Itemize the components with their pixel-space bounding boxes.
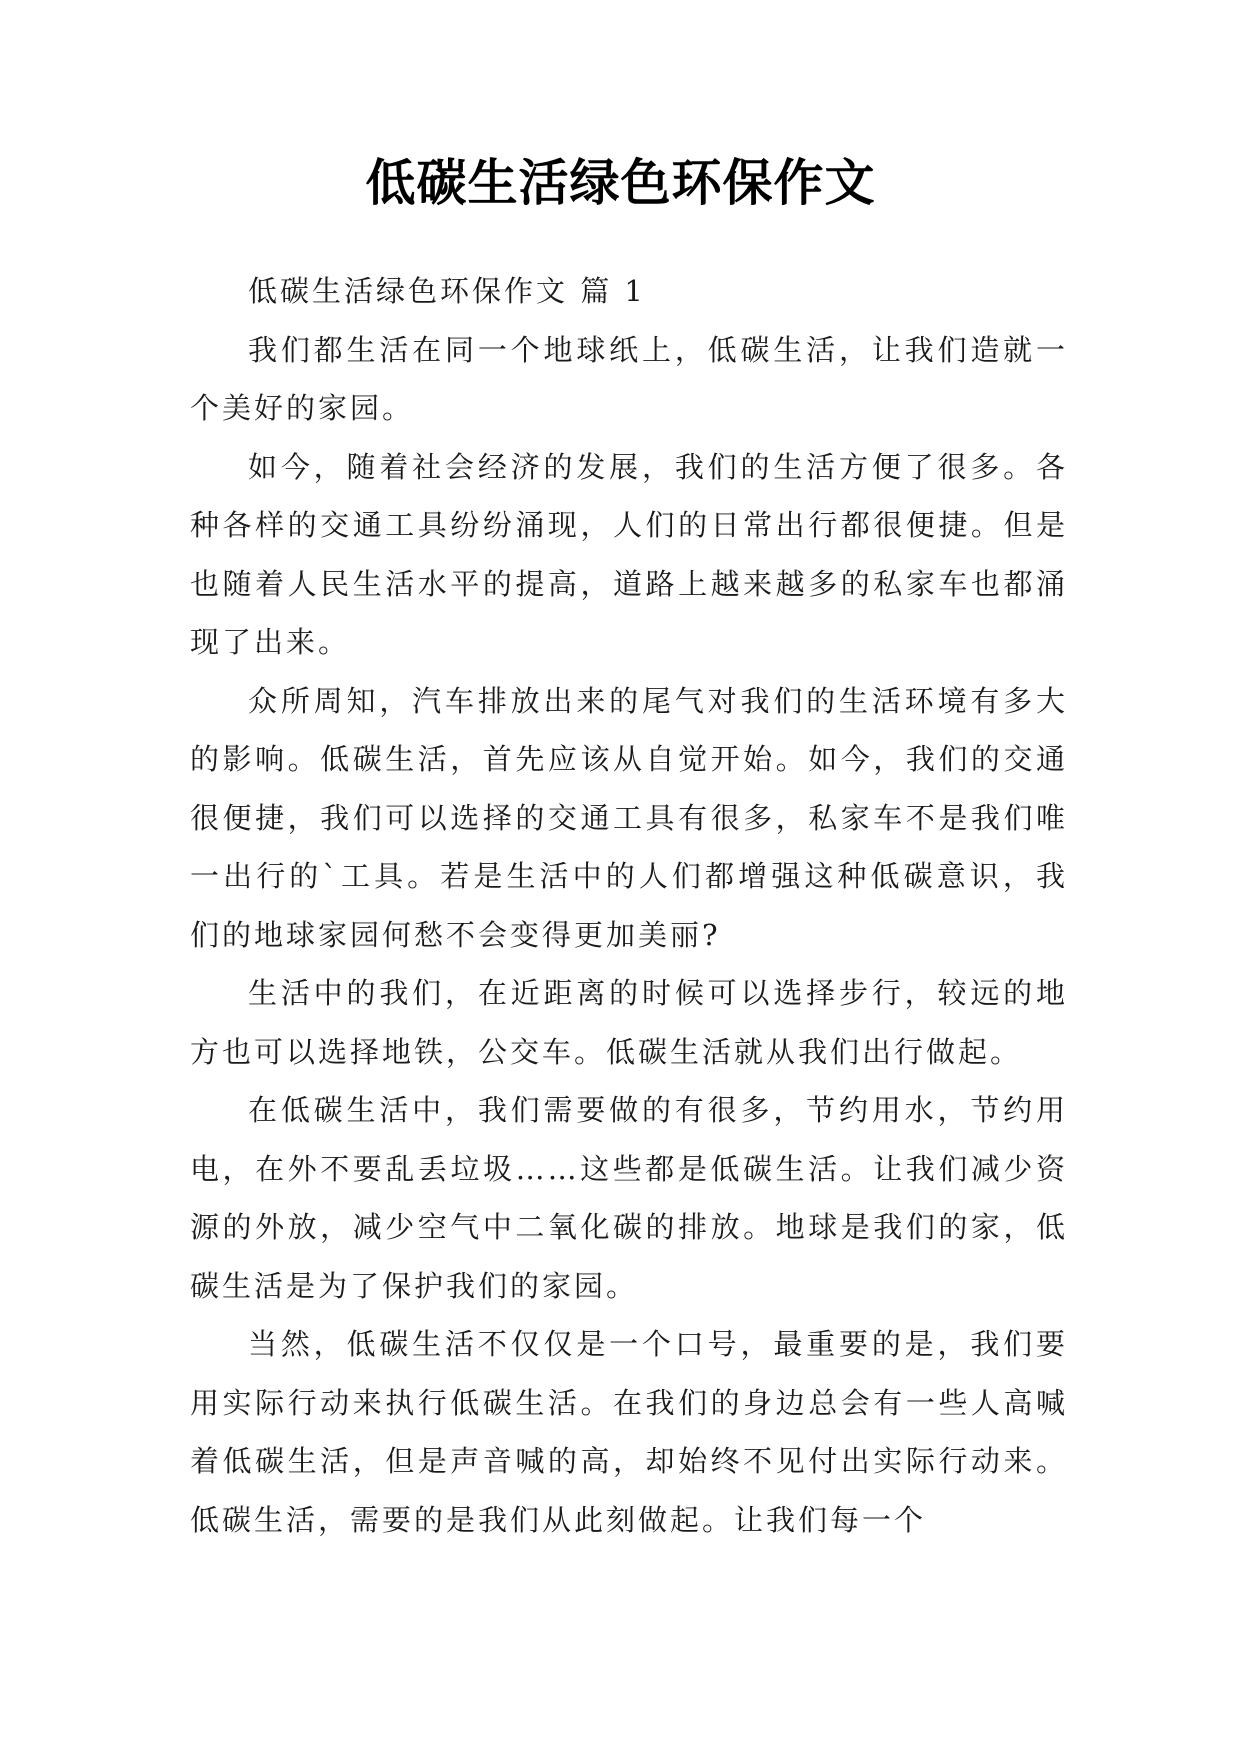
paragraph: 我们都生活在同一个地球纸上，低碳生活，让我们造就一个美好的家园。	[190, 332, 1068, 425]
document-title: 低碳生活绿色环保作文	[365, 153, 876, 212]
document-body	[190, 262, 1068, 1549]
paragraph: 当然，低碳生活不仅仅是一个口号，最重要的是，我们要用实际行动来执行低碳生活。在我们的身边总会有一些人高喊着低碳生活，但是声音喊的高，却始终不见付出实际行动来。低碳生活，需要的是我们从此刻做起。让我们每一个	[190, 1327, 1068, 1537]
paragraph: 生活中的我们，在近距离的时候可以选择步行，较远的地方也可以选择地铁，公交车。低碳生活就从我们出行做起。	[190, 976, 1068, 1069]
paragraph: 在低碳生活中，我们需要做的有很多，节约用水，节约用电，在外不要乱丢垃圾……这些都是低碳生活。让我们减少资源的外放，减少空气中二氧化碳的排放。地球是我们的家，低碳生活是为了保护我们的家园。	[190, 1093, 1068, 1303]
paragraph: 众所周知，汽车排放出来的尾气对我们的生活环境有多大的影响。低碳生活，首先应该从自觉开始。如今，我们的交通很便捷，我们可以选择的交通工具有很多，私家车不是我们唯一出行的`工具。若是生活中的人们都增强这种低碳意识，我们的地球家园何愁不会变得更加美丽?	[190, 683, 1068, 952]
section-heading: 低碳生活绿色环保作文 篇 1	[248, 274, 646, 308]
paragraph: 如今，随着社会经济的发展，我们的生活方便了很多。各种各样的交通工具纷纷涌现，人们的日常出行都很便捷。但是也随着人民生活水平的提高，道路上越来越多的私家车也都涌现了出来。	[190, 449, 1068, 659]
